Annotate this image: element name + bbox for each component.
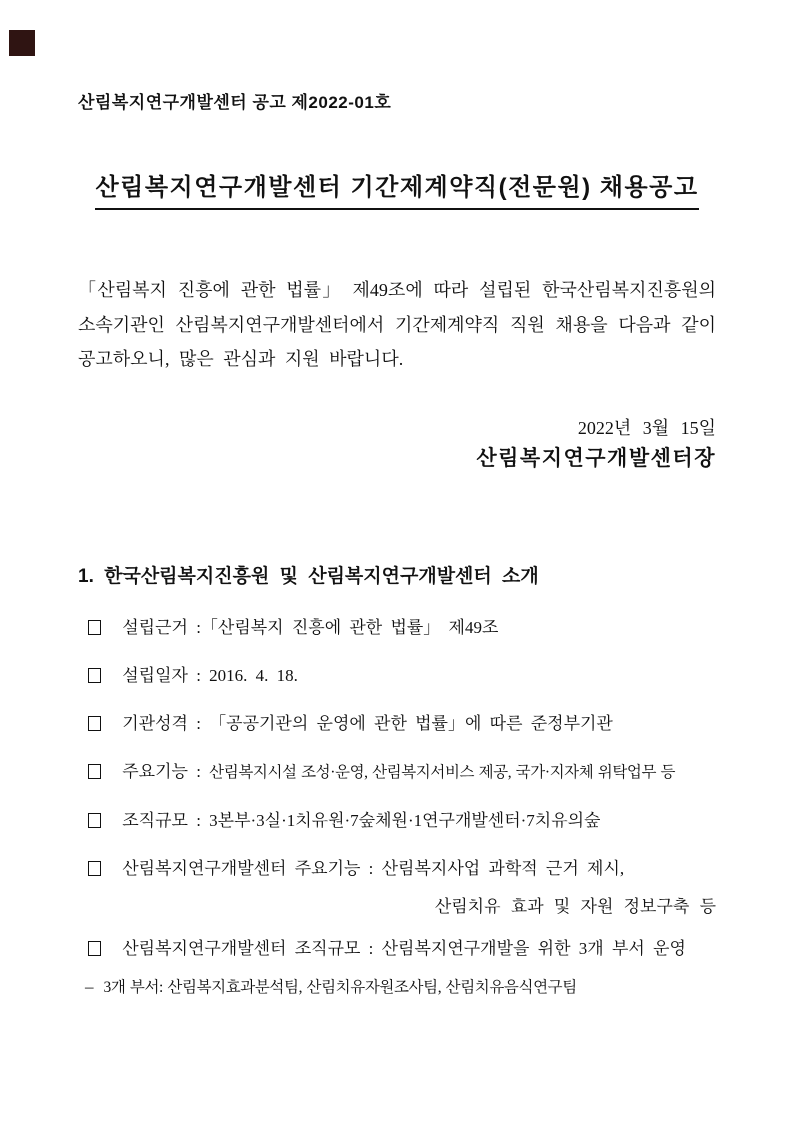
list-item [88, 665, 716, 687]
item-list [78, 617, 716, 999]
list-item [88, 761, 716, 784]
checkbox-icon [88, 764, 101, 779]
list-item [88, 858, 716, 880]
list-item [88, 938, 716, 960]
item-text: 설립일자 : 2016. 4. 18. [122, 665, 298, 685]
section-heading: 1. 한국산림복지진흥원 및 산림복지연구개발센터 소개 [78, 565, 539, 587]
item-text: 기관성격 : 「공공기관의 운영에 관한 법률」에 따른 준정부기관 [122, 713, 613, 733]
notice-number: 산림복지연구개발센터 공고 제2022-01호 [78, 93, 392, 112]
corner-mark [9, 30, 35, 56]
item-text: 산림복지연구개발센터 조직규모 : 산림복지연구개발을 위한 3개 부서 운영 [122, 938, 686, 958]
checkbox-icon [88, 813, 101, 828]
dash-bullet: – [85, 976, 94, 996]
date-line: 2022년 3월 15일 [577, 417, 716, 438]
list-item-sub [78, 976, 716, 999]
list-item [88, 617, 716, 639]
item-text: 3개 부서: 산림복지효과분석팀, 산림치유자원조사팀, 산림치유음식연구팀 [103, 978, 577, 996]
intro-paragraph: 「산림복지 진흥에 관한 법률」 제49조에 따라 설립된 한국산림복지진흥원의 소속기관인 산림복지연구개발센터에서 기간제계약직 직원 채용을 다음과 같이 공고하오니, 많은 관심과 지원 바랍니다. [78, 280, 716, 369]
title-wrap [78, 173, 716, 210]
document-title: 산림복지연구개발센터 기간제계약직(전문원) 채용공고 [95, 173, 698, 210]
item-text: 조직규모 : 3본부·3실·1치유원·7숲체원·1연구개발센터·7치유의숲 [122, 810, 601, 830]
checkbox-icon [88, 668, 101, 683]
item-text: 산림복지연구개발센터 주요기능 : 산림복지사업 과학적 근거 제시, [122, 858, 625, 878]
item-label: 주요기능 : [122, 761, 210, 781]
continuation-line: 산림치유 효과 및 자원 정보구축 등 [434, 896, 716, 916]
item-value: 산림복지시설 조성·운영, 산림복지서비스 제공, 국가·지자체 위탁업무 등 [209, 763, 676, 781]
item-text: 설립근거 :「산림복지 진흥에 관한 법률」 제49조 [122, 617, 499, 637]
signature-line: 산림복지연구개발센터장 [476, 446, 716, 470]
list-item [88, 810, 716, 832]
checkbox-icon [88, 716, 101, 731]
list-item [88, 713, 716, 735]
checkbox-icon [88, 861, 101, 876]
checkbox-icon [88, 620, 101, 635]
checkbox-icon [88, 941, 101, 956]
